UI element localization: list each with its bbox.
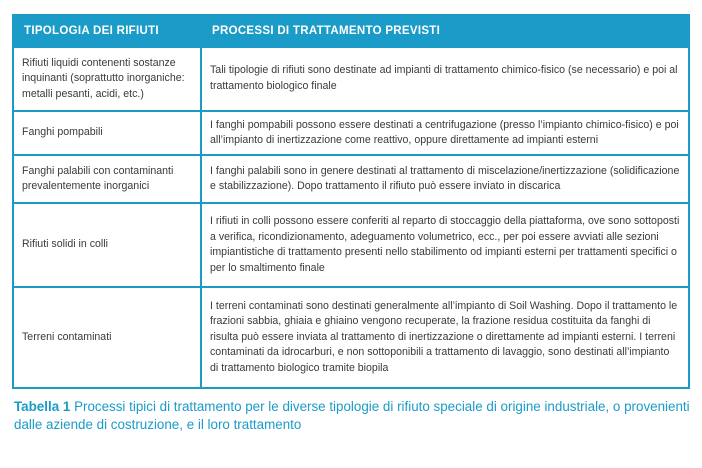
caption-text: Processi tipici di trattamento per le diverse tipologie di rifiuto speciale di origine industriale, o provenienti dalle aziende di costruzione, e il loro trattamento xyxy=(14,399,690,432)
waste-type-cell: Rifiuti liquidi contenenti sostanze inquinanti (soprattutto inorganiche: metalli pesanti, acidi, etc.) xyxy=(14,46,202,110)
waste-type-cell: Terreni contaminati xyxy=(14,286,202,387)
treatment-process-cell: I rifiuti in colli possono essere conferiti al reparto di stoccaggio della piattaforma, ove sono sottoposti a verifica, ricondizionamento, adeguamento volumetrico, ecc., per poi essere avviati alle sezioni impiantistiche di trattamento presenti nello stabilimento od impianti esterni per trattamenti specifici o per lo smaltimento finale xyxy=(202,202,688,286)
waste-type-cell: Fanghi pompabili xyxy=(14,110,202,155)
treatment-process-cell: I fanghi pompabili possono essere destinati a centrifugazione (presso l’impianto chimico-fisico) e poi all’impianto di inertizzazione come reattivo, oppure direttamente ad impianti esterni xyxy=(202,110,688,155)
waste-treatment-table-frame xyxy=(12,14,690,389)
table-row xyxy=(14,202,688,286)
table-row xyxy=(14,286,688,387)
table-row xyxy=(14,154,688,202)
treatment-process-cell: I terreni contaminati sono destinati generalmente all’impianto di Soil Washing. Dopo il trattamento le frazioni sabbia, ghiaia e ghiaino vengono recuperate, la frazione residua costituita da fanghi di risulta può essere inviata al trattamento di inertizzazione o direttamente ad impianti esterni. I terreni contaminati da idrocarburi, e non sottoponibili a trattamento di lavaggio, sono destinati all’impianto di trattamento biologico tramite biopila xyxy=(202,286,688,387)
header-treatment-process: PROCESSI DI TRATTAMENTO PREVISTI xyxy=(202,16,688,46)
table-body xyxy=(14,46,688,387)
waste-treatment-table xyxy=(14,16,688,387)
table-row xyxy=(14,110,688,155)
table-header-row xyxy=(14,16,688,46)
waste-type-cell: Rifiuti solidi in colli xyxy=(14,202,202,286)
waste-type-cell: Fanghi palabili con contaminanti prevalentemente inorganici xyxy=(14,154,202,202)
table-caption xyxy=(14,398,694,434)
table-header xyxy=(14,16,688,46)
table-row xyxy=(14,46,688,110)
header-waste-type: TIPOLOGIA DEI RIFIUTI xyxy=(14,16,202,46)
caption-label: Tabella 1 xyxy=(14,399,71,414)
treatment-process-cell: Tali tipologie di rifiuti sono destinate ad impianti di trattamento chimico-fisico (se necessario) e poi al trattamento biologico finale xyxy=(202,46,688,110)
treatment-process-cell: I fanghi palabili sono in genere destinati al trattamento di miscelazione/inertizzazione (solidificazione e stabilizzazione). Dopo trattamento il rifiuto può essere inviato in discarica xyxy=(202,154,688,202)
